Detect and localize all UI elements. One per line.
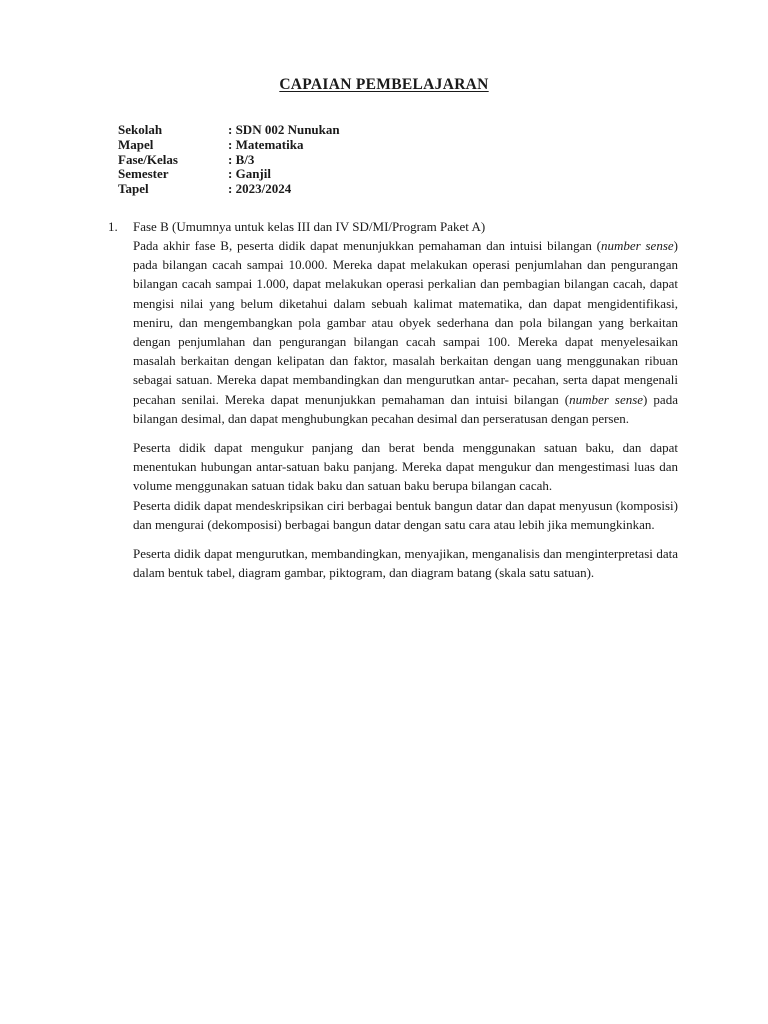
- paragraph-1: [133, 236, 678, 428]
- meta-label: Sekolah: [118, 122, 163, 137]
- paragraph-3: Peserta didik dapat mendeskripsikan ciri berbagai bentuk bangun datar dan dapat menyusun (komposisi) dan mengurai (dekomposisi) berbagai bangun datar dengan satu cara atau lebih jika memungkinkan.: [133, 497, 678, 532]
- content-body: [133, 236, 678, 582]
- paragraph-1-text-c: ) pada bilangan cacah sampai 10.000. Mereka dapat melakukan operasi penjumlahan dan pengurangan bilangan cacah sampai 1.000, dapat melakukan operasi perkalian dan pembagian bilangan cacah, dapat mengisi nilai yang belum diketahui dalam sebuah kalimat matematika, dan dapat mengidentifikasi, meniru, dan mengembangkan pola gambar atau obyek sederhana dan pola bilangan yang berkaitan dengan penjumlahan dan pengurangan bilangan cacah sampai 100. Mereka dapat menyelesaikan masalah berkaitan dengan kelipatan dan faktor, masalah berkaitan dengan uang menggunakan ribuan sebagai satuan. Mereka dapat membandingkan dan mengurutkan antar- pecahan, serta dapat mengenali pecahan senilai. Mereka dapat menunjukkan pemahaman dan intuisi bilangan (: [133, 238, 678, 407]
- meta-label: Semester: [118, 166, 169, 182]
- meta-row-sekolah: [118, 123, 340, 138]
- meta-value: : Matematika: [228, 136, 304, 152]
- list-number: 1.: [108, 219, 118, 234]
- meta-row-fase-kelas: [118, 153, 340, 168]
- meta-value: : 2023/2024: [228, 181, 292, 197]
- document-title: CAPAIAN PEMBELAJARAN: [279, 76, 489, 93]
- paragraph-1-text-a: Pada akhir fase B, peserta didik dapat menunjukkan pemahaman dan intuisi bilangan (: [133, 238, 601, 253]
- list-heading: Fase B (Umumnya untuk kelas III dan IV SD/MI/Program Paket A): [133, 219, 486, 234]
- meta-label: Tapel: [118, 181, 149, 197]
- meta-row-mapel: [118, 138, 340, 153]
- meta-row-tapel: [118, 182, 340, 197]
- paragraph-1-term-a: number sense: [600, 238, 674, 253]
- meta-row-semester: [118, 167, 340, 182]
- meta-value: : Ganjil: [228, 166, 271, 182]
- list-item-heading: [108, 217, 485, 236]
- paragraph-2: Peserta didik dapat mengukur panjang dan berat benda menggunakan satuan baku, dan dapat menentukan hubungan antar-satuan baku panjang. Mereka dapat mengukur dan mengestimasi luas dan volume menggunakan satuan tidak baku dan satuan baku berupa bilangan cacah.: [133, 440, 678, 494]
- paragraph-1-text-e: ) pada bilangan desimal, dan dapat menghubungkan pecahan desimal dan perseratusan dengan persen.: [133, 391, 678, 426]
- paragraph-4: Peserta didik dapat mengurutkan, membandingkan, menyajikan, menganalisis dan menginterpretasi data dalam bentuk tabel, diagram gambar, piktogram, dan diagram batang (skala satu satuan).: [133, 546, 678, 581]
- meta-label: Fase/Kelas: [118, 151, 178, 167]
- meta-value: : SDN 002 Nunukan: [228, 122, 340, 137]
- meta-value: : B/3: [228, 151, 255, 167]
- meta-label: Mapel: [118, 136, 154, 152]
- metadata-block: [118, 123, 340, 197]
- paragraph-1-term-b: number sense: [569, 391, 644, 407]
